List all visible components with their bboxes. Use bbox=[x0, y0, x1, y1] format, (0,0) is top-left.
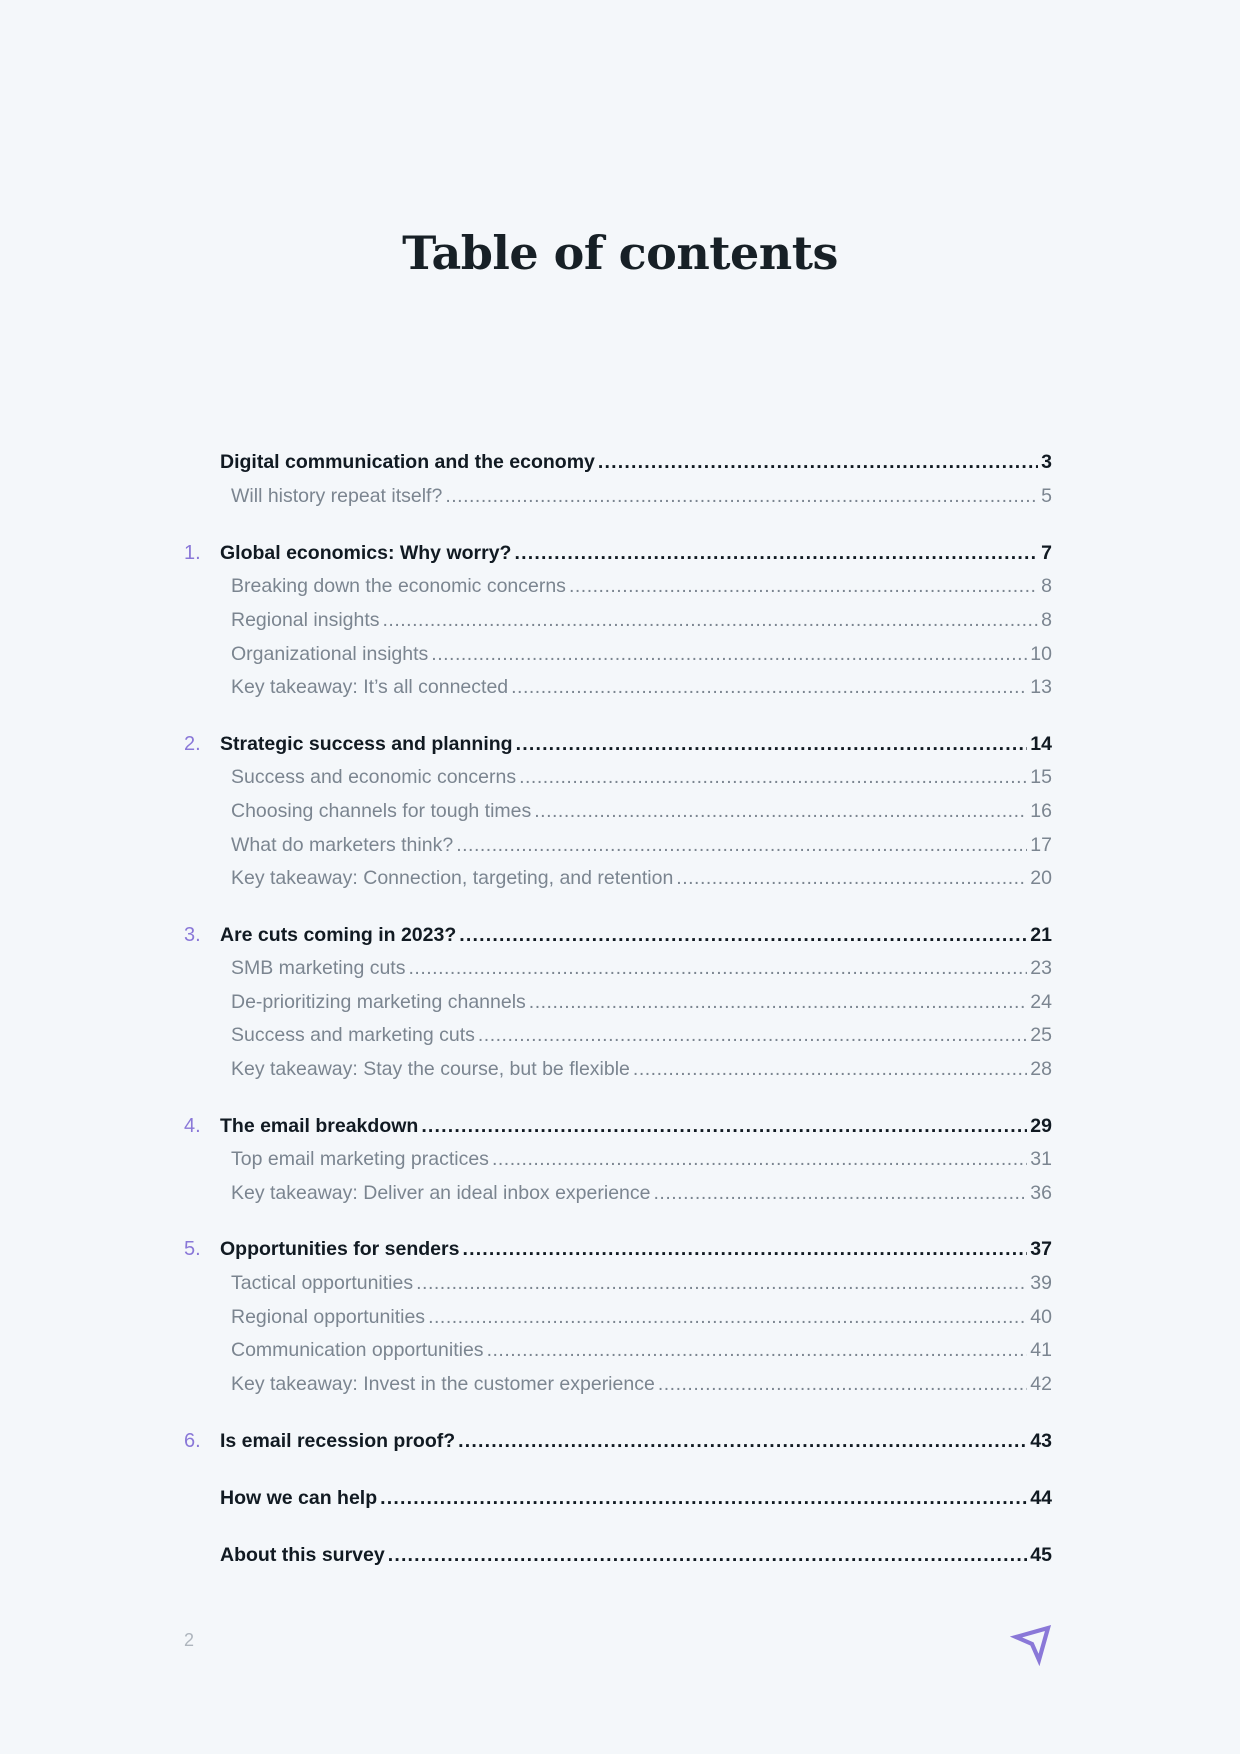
toc-section-entry[interactable] bbox=[220, 1483, 1052, 1513]
toc-entry-label: Key takeaway: Stay the course, but be flexible bbox=[231, 1058, 630, 1080]
toc-section-entry[interactable] bbox=[220, 538, 1052, 568]
dot-leader bbox=[529, 987, 1028, 1017]
dot-leader bbox=[380, 1483, 1027, 1513]
toc-entry-page: 28 bbox=[1030, 1058, 1052, 1080]
dot-leader bbox=[487, 1335, 1028, 1365]
toc-subsection-entry[interactable] bbox=[231, 672, 1052, 702]
toc-row[interactable] bbox=[0, 1483, 1240, 1513]
toc-entry-label: Breaking down the economic concerns bbox=[231, 575, 566, 597]
toc-entry-page: 13 bbox=[1030, 676, 1052, 698]
toc-section-entry[interactable] bbox=[220, 1234, 1052, 1264]
toc-entry-page: 39 bbox=[1030, 1272, 1052, 1294]
paper-plane-icon bbox=[1010, 1622, 1054, 1666]
toc-subsection-entry[interactable] bbox=[231, 796, 1052, 826]
toc-entry-page: 25 bbox=[1030, 1024, 1052, 1046]
toc-entry-page: 29 bbox=[1030, 1115, 1052, 1137]
toc-section-number: 1. bbox=[184, 542, 201, 564]
toc-entry-page: 24 bbox=[1030, 991, 1052, 1013]
toc-row[interactable] bbox=[0, 953, 1240, 983]
toc-entry-page: 21 bbox=[1030, 924, 1052, 946]
dot-leader bbox=[459, 920, 1027, 950]
toc-entry-page: 40 bbox=[1030, 1306, 1052, 1328]
toc-entry-label: Opportunities for senders bbox=[220, 1238, 460, 1260]
dot-leader bbox=[511, 672, 1027, 702]
toc-row[interactable] bbox=[0, 1054, 1240, 1084]
dot-leader bbox=[658, 1369, 1027, 1399]
toc-entry-label: What do marketers think? bbox=[231, 834, 454, 856]
toc-entry-label: Tactical opportunities bbox=[231, 1272, 414, 1294]
toc-row[interactable] bbox=[0, 571, 1240, 601]
toc-entry-label: Regional insights bbox=[231, 609, 380, 631]
toc-entry-page: 37 bbox=[1030, 1238, 1052, 1260]
toc-entry-page: 8 bbox=[1041, 575, 1052, 597]
toc-entry-label: Top email marketing practices bbox=[231, 1148, 489, 1170]
toc-subsection-entry[interactable] bbox=[231, 639, 1052, 669]
toc-entry-label: Global economics: Why worry? bbox=[220, 542, 512, 564]
toc-row[interactable] bbox=[0, 1178, 1240, 1208]
dot-leader bbox=[421, 1111, 1027, 1141]
toc-entry-page: 16 bbox=[1030, 800, 1052, 822]
toc-subsection-entry[interactable] bbox=[231, 863, 1052, 893]
toc-row[interactable] bbox=[0, 1020, 1240, 1050]
toc-entry-page: 23 bbox=[1030, 957, 1052, 979]
toc-entry-label: Success and economic concerns bbox=[231, 766, 517, 788]
toc-entry-label: Key takeaway: Invest in the customer experience bbox=[231, 1373, 655, 1395]
dot-leader bbox=[492, 1144, 1027, 1174]
toc-entry-page: 36 bbox=[1030, 1182, 1052, 1204]
toc-entry-page: 10 bbox=[1030, 643, 1052, 665]
toc-row[interactable] bbox=[0, 987, 1240, 1017]
toc-row[interactable] bbox=[0, 605, 1240, 635]
toc-row[interactable] bbox=[0, 1335, 1240, 1365]
toc-entry-label: Key takeaway: It’s all connected bbox=[231, 676, 509, 698]
toc-entry-page: 42 bbox=[1030, 1373, 1052, 1395]
dot-leader bbox=[478, 1020, 1027, 1050]
toc-subsection-entry[interactable] bbox=[231, 1178, 1052, 1208]
toc-entry-page: 5 bbox=[1041, 485, 1052, 507]
toc-subsection-entry[interactable] bbox=[231, 1020, 1052, 1050]
toc-section-number: 5. bbox=[184, 1238, 201, 1260]
toc-entry-label: De-prioritizing marketing channels bbox=[231, 991, 526, 1013]
toc-section-entry[interactable] bbox=[220, 447, 1052, 477]
toc-subsection-entry[interactable] bbox=[231, 830, 1052, 860]
toc-entry-page: 15 bbox=[1030, 766, 1052, 788]
toc-entry-page: 17 bbox=[1030, 834, 1052, 856]
toc-section-number: 3. bbox=[184, 924, 201, 946]
toc-row[interactable] bbox=[0, 830, 1240, 860]
toc-row[interactable] bbox=[0, 1369, 1240, 1399]
toc-row[interactable] bbox=[0, 863, 1240, 893]
toc-subsection-entry[interactable] bbox=[231, 1268, 1052, 1298]
toc-section-entry[interactable] bbox=[220, 920, 1052, 950]
toc-row[interactable] bbox=[0, 762, 1240, 792]
dot-leader bbox=[534, 796, 1027, 826]
toc-entry-label: Will history repeat itself? bbox=[231, 485, 443, 507]
toc-entry-label: Choosing channels for tough times bbox=[231, 800, 532, 822]
dot-leader bbox=[654, 1178, 1028, 1208]
toc-entry-page: 41 bbox=[1030, 1339, 1052, 1361]
toc-subsection-entry[interactable] bbox=[231, 1335, 1052, 1365]
dot-leader bbox=[458, 1426, 1027, 1456]
toc-entry-label: Organizational insights bbox=[231, 643, 429, 665]
toc-subsection-entry[interactable] bbox=[231, 1369, 1052, 1399]
toc-entry-page: 31 bbox=[1030, 1148, 1052, 1170]
toc-entry-page: 14 bbox=[1030, 733, 1052, 755]
toc-entry-page: 8 bbox=[1041, 609, 1052, 631]
dot-leader bbox=[598, 447, 1038, 477]
toc-entry-label: Communication opportunities bbox=[231, 1339, 484, 1361]
toc-row[interactable] bbox=[0, 538, 1240, 568]
dot-leader bbox=[514, 538, 1038, 568]
dot-leader bbox=[569, 571, 1038, 601]
toc-row[interactable] bbox=[0, 1540, 1240, 1570]
toc-section-entry[interactable] bbox=[220, 1111, 1052, 1141]
dot-leader bbox=[462, 1234, 1027, 1264]
toc-subsection-entry[interactable] bbox=[231, 987, 1052, 1017]
toc-subsection-entry[interactable] bbox=[231, 481, 1052, 511]
toc-row[interactable] bbox=[0, 481, 1240, 511]
toc-entry-label: About this survey bbox=[220, 1544, 385, 1566]
toc-entry-page: 44 bbox=[1030, 1487, 1052, 1509]
toc-entry-page: 20 bbox=[1030, 867, 1052, 889]
toc-entry-label: Is email recession proof? bbox=[220, 1430, 456, 1452]
dot-leader bbox=[388, 1540, 1028, 1570]
page-number: 2 bbox=[184, 1630, 195, 1650]
toc-entry-label: Success and marketing cuts bbox=[231, 1024, 475, 1046]
toc-row[interactable] bbox=[0, 1111, 1240, 1141]
toc-row[interactable] bbox=[0, 1234, 1240, 1264]
toc-entry-label: Strategic success and planning bbox=[220, 733, 513, 755]
toc-subsection-entry[interactable] bbox=[231, 605, 1052, 635]
toc-row[interactable] bbox=[0, 447, 1240, 477]
toc-row[interactable] bbox=[0, 1144, 1240, 1174]
dot-leader bbox=[456, 830, 1027, 860]
toc-row[interactable] bbox=[0, 672, 1240, 702]
toc-subsection-entry[interactable] bbox=[231, 1302, 1052, 1332]
dot-leader bbox=[445, 481, 1038, 511]
toc-section-entry[interactable] bbox=[220, 1540, 1052, 1570]
toc-entry-label: Are cuts coming in 2023? bbox=[220, 924, 457, 946]
toc-row[interactable] bbox=[0, 1268, 1240, 1298]
dot-leader bbox=[416, 1268, 1027, 1298]
toc-row[interactable] bbox=[0, 920, 1240, 950]
toc-entry-label: Key takeaway: Connection, targeting, and retention bbox=[231, 867, 674, 889]
toc-entry-label: SMB marketing cuts bbox=[231, 957, 406, 979]
toc-entry-label: Regional opportunities bbox=[231, 1306, 426, 1328]
dot-leader bbox=[519, 762, 1027, 792]
toc-entry-page: 43 bbox=[1030, 1430, 1052, 1452]
toc-subsection-entry[interactable] bbox=[231, 953, 1052, 983]
toc-row[interactable] bbox=[0, 796, 1240, 826]
toc-entry-page: 7 bbox=[1041, 542, 1052, 564]
toc-entry-label: How we can help bbox=[220, 1487, 378, 1509]
dot-leader bbox=[383, 605, 1039, 635]
dot-leader bbox=[516, 729, 1028, 759]
dot-leader bbox=[633, 1054, 1027, 1084]
toc-section-number: 4. bbox=[184, 1115, 201, 1137]
dot-leader bbox=[676, 863, 1027, 893]
toc-entry-label: Key takeaway: Deliver an ideal inbox experience bbox=[231, 1182, 651, 1204]
toc-entry-page: 3 bbox=[1041, 451, 1052, 473]
toc-section-entry[interactable] bbox=[220, 1426, 1052, 1456]
toc-subsection-entry[interactable] bbox=[231, 571, 1052, 601]
toc-entry-label: Digital communication and the economy bbox=[220, 451, 595, 473]
dot-leader bbox=[408, 953, 1027, 983]
toc-subsection-entry[interactable] bbox=[231, 762, 1052, 792]
toc-entry-label: The email breakdown bbox=[220, 1115, 419, 1137]
toc-subsection-entry[interactable] bbox=[231, 1054, 1052, 1084]
toc-section-number: 6. bbox=[184, 1430, 201, 1452]
toc-entry-page: 45 bbox=[1030, 1544, 1052, 1566]
toc-row[interactable] bbox=[0, 1426, 1240, 1456]
toc-row[interactable] bbox=[0, 1302, 1240, 1332]
page-title: Table of contents bbox=[402, 226, 838, 280]
toc-section-number: 2. bbox=[184, 733, 201, 755]
toc-subsection-entry[interactable] bbox=[231, 1144, 1052, 1174]
toc-section-entry[interactable] bbox=[220, 729, 1052, 759]
toc-row[interactable] bbox=[0, 729, 1240, 759]
toc-row[interactable] bbox=[0, 639, 1240, 669]
dot-leader bbox=[428, 1302, 1027, 1332]
dot-leader bbox=[431, 639, 1027, 669]
